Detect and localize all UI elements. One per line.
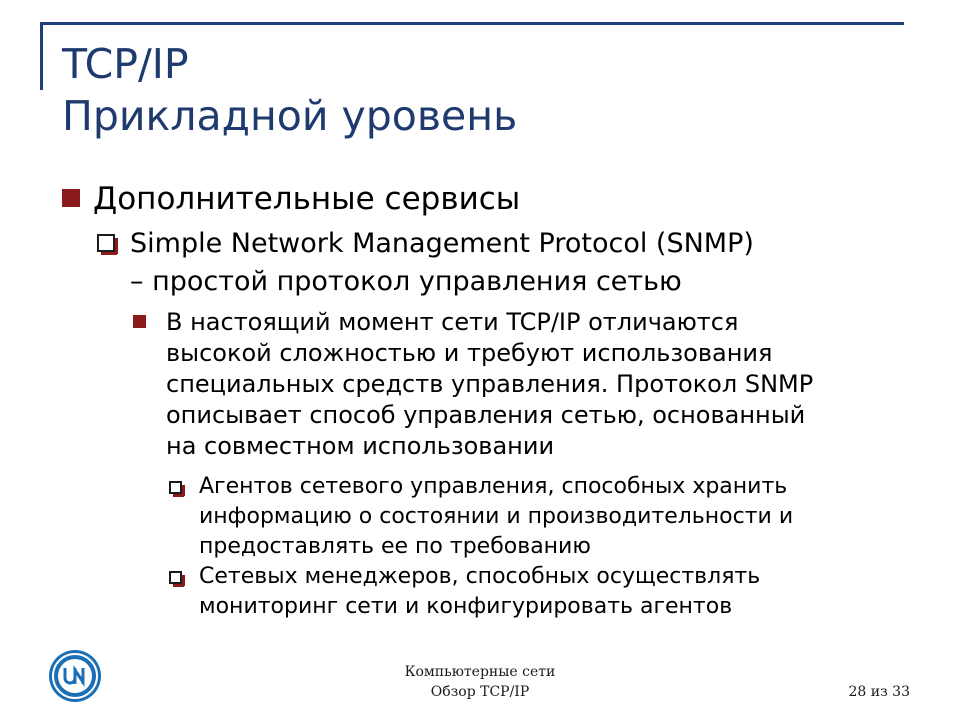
university-logo-icon bbox=[48, 649, 102, 703]
bullet-level4a-line2: информацию о состоянии и производительности и bbox=[199, 504, 794, 529]
frame-left-rule bbox=[40, 22, 43, 90]
title-line-1: TCP/IP bbox=[62, 40, 189, 88]
bullet-level4b-line2: мониторинг сети и конфигурировать агентов bbox=[199, 594, 733, 619]
bullet-level3-line5: на совместном использовании bbox=[166, 432, 555, 460]
bullet-level3-line4: описывает способ управления сетью, основанный bbox=[166, 401, 806, 429]
footer-course-title: Компьютерные сети bbox=[404, 664, 556, 680]
bullet-level3-line3: специальных средств управления. Протокол SNMP bbox=[166, 370, 814, 398]
footer-page-number: 28 из 33 bbox=[848, 684, 910, 700]
bullet-level3-icon bbox=[133, 315, 146, 328]
bullet-level2-line1: Simple Network Management Protocol (SNMP) bbox=[130, 228, 754, 259]
bullet-level2-icon bbox=[97, 234, 115, 252]
slide-title bbox=[62, 38, 517, 142]
bullet-level4a-line3: предоставлять ее по требованию bbox=[199, 534, 591, 559]
bullet-level1-text: Дополнительные сервисы bbox=[93, 181, 521, 217]
bullet-level2-line2: – простой протокол управления сетью bbox=[130, 266, 682, 297]
bullet-level4b-icon bbox=[169, 571, 182, 584]
footer-subtitle: Обзор TCP/IP bbox=[430, 684, 530, 700]
bullet-level3-line1: В настоящий момент сети TCP/IP отличаются bbox=[166, 308, 739, 336]
frame-top-rule bbox=[40, 22, 904, 25]
bullet-level4b-line1: Сетевых менеджеров, способных осуществлять bbox=[199, 564, 761, 589]
title-line-2: Прикладной уровень bbox=[62, 92, 518, 140]
bullet-level4a-icon bbox=[169, 481, 182, 494]
bullet-level4a-line1: Агентов сетевого управления, способных хранить bbox=[199, 474, 788, 499]
bullet-level3-line2: высокой сложностью и требуют использования bbox=[166, 339, 773, 367]
bullet-level1-icon bbox=[62, 189, 80, 207]
